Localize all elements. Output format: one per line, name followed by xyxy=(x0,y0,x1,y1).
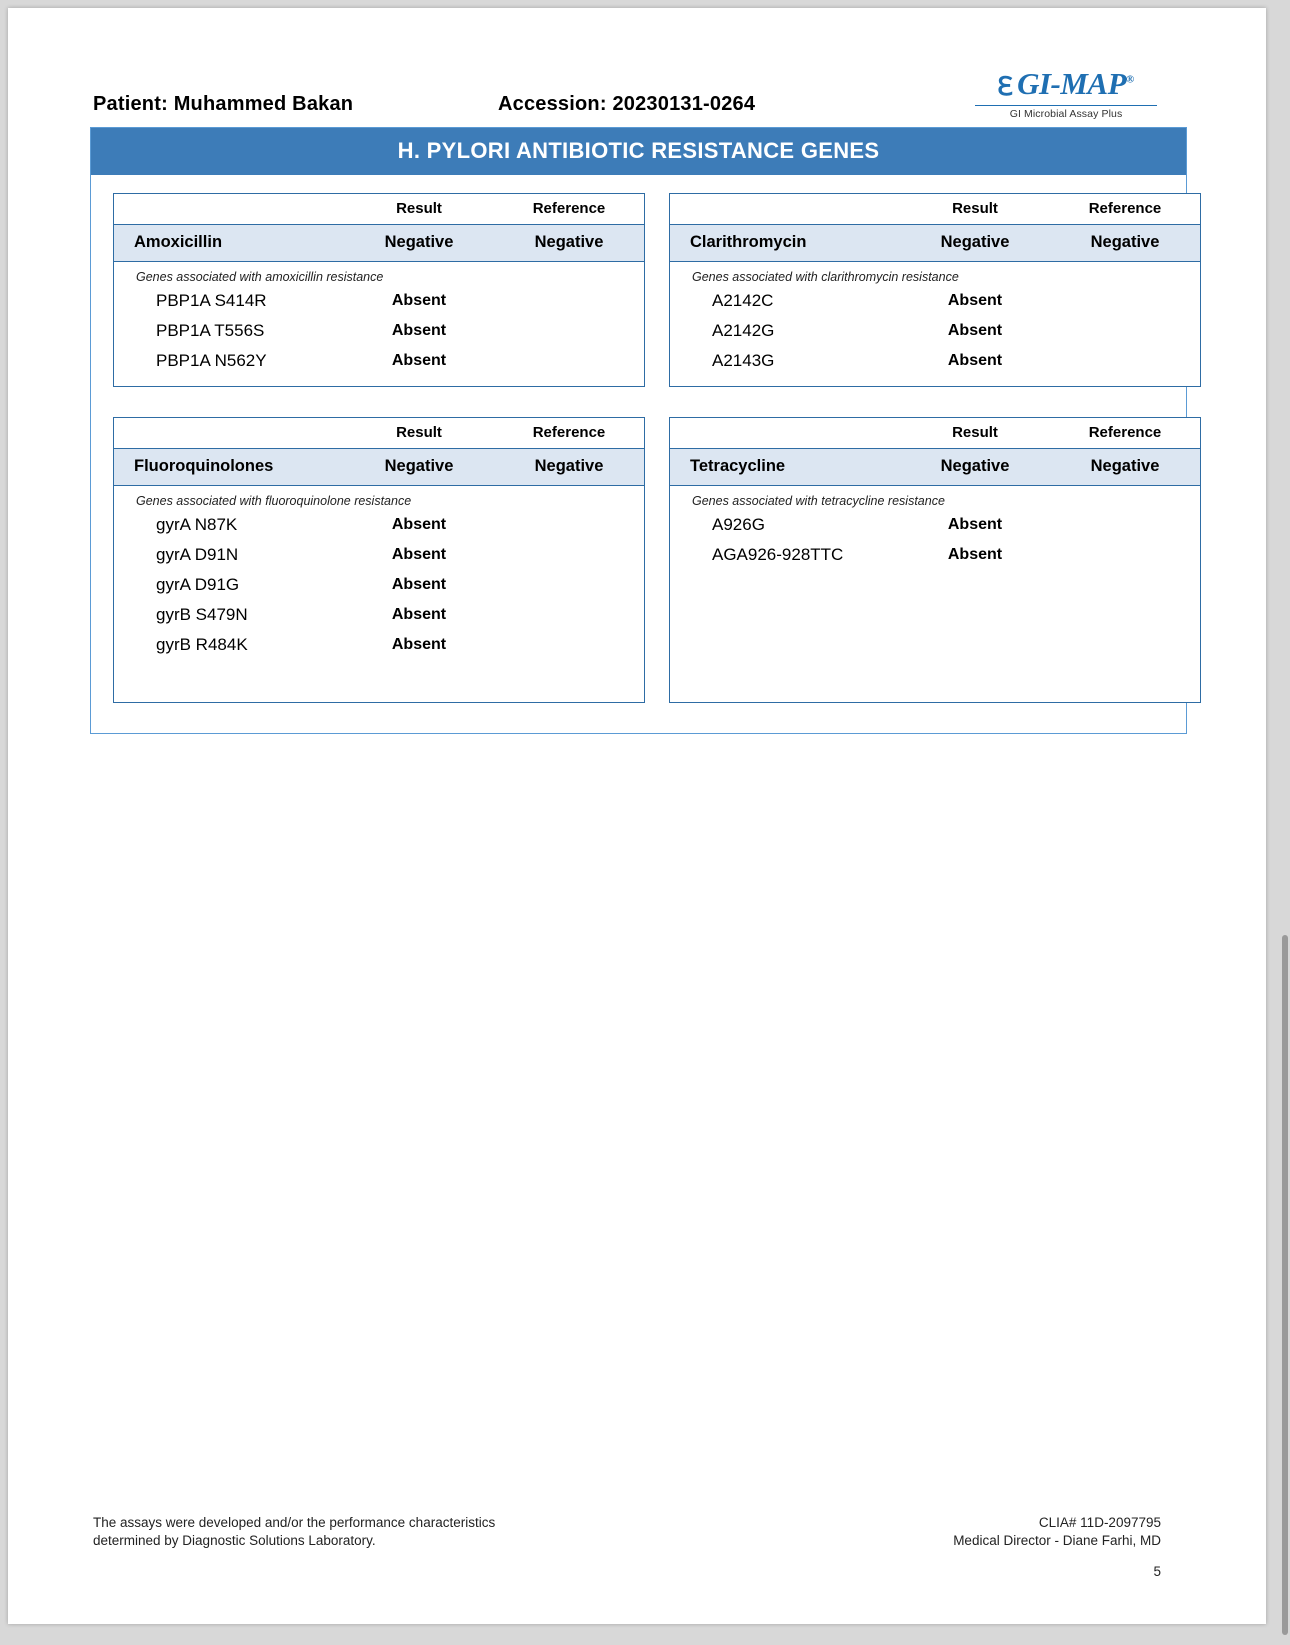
column-header-result: Result xyxy=(952,424,998,441)
column-header-reference: Reference xyxy=(532,200,606,217)
footer-disclaimer-line1: The assays were developed and/or the performance characteristics xyxy=(93,1515,496,1530)
drug-reference: Negative xyxy=(1090,457,1160,475)
clia-number: CLIA# 11D-2097795 xyxy=(1038,1515,1161,1530)
patient-name: Patient: Muhammed Bakan xyxy=(93,93,354,115)
drug-name: Clarithromycin xyxy=(690,233,807,251)
gene-row xyxy=(670,346,1200,376)
gene-name: A2142C xyxy=(712,291,774,310)
gene-row xyxy=(114,630,644,660)
vertical-scrollbar[interactable] xyxy=(1280,0,1290,1645)
column-header-result: Result xyxy=(952,200,998,217)
gene-row xyxy=(670,510,1200,540)
card-body xyxy=(114,262,644,386)
logo-divider xyxy=(975,105,1157,106)
drug-result: Negative xyxy=(384,457,454,475)
gene-row xyxy=(114,286,644,316)
gene-row xyxy=(670,540,1200,570)
drug-reference: Negative xyxy=(534,233,604,251)
gene-group-note: Genes associated with clarithromycin resistance xyxy=(692,270,959,284)
page-header xyxy=(8,8,1266,118)
gene-row xyxy=(114,600,644,630)
drug-summary-row xyxy=(670,225,1200,262)
page-number: 5 xyxy=(1153,1564,1161,1579)
card-header xyxy=(114,418,644,449)
gene-value: Absent xyxy=(947,516,1003,533)
column-header-result: Result xyxy=(396,424,442,441)
gene-value: Absent xyxy=(391,352,447,369)
gene-value: Absent xyxy=(391,292,447,309)
gene-row xyxy=(114,316,644,346)
drug-name: Amoxicillin xyxy=(134,233,223,251)
gene-row xyxy=(670,286,1200,316)
drug-summary-row xyxy=(670,449,1200,486)
footer-lab-info xyxy=(953,1514,1161,1550)
gene-value: Absent xyxy=(391,546,447,563)
card-header xyxy=(114,194,644,225)
gene-group-note: Genes associated with tetracycline resistance xyxy=(692,494,945,508)
gene-value: Absent xyxy=(391,516,447,533)
gene-row xyxy=(114,540,644,570)
drug-reference: Negative xyxy=(534,457,604,475)
medical-director: Medical Director - Diane Farhi, MD xyxy=(953,1533,1161,1549)
column-header-reference: Reference xyxy=(1088,200,1162,217)
report-page xyxy=(8,8,1266,1624)
gene-name: AGA926-928TTC xyxy=(712,545,844,564)
card-header xyxy=(670,418,1200,449)
column-header-reference: Reference xyxy=(1088,424,1162,441)
drug-name: Tetracycline xyxy=(690,457,786,475)
logo-mark-icon: Ɜ xyxy=(998,71,1014,101)
gene-name: gyrB S479N xyxy=(156,605,248,624)
logo-trademark: ® xyxy=(1126,73,1134,86)
antibiotic-card-tetracycline xyxy=(669,417,1201,703)
gene-name: PBP1A S414R xyxy=(156,291,267,310)
antibiotic-card-fluoroquinolones xyxy=(113,417,645,703)
gene-name: A926G xyxy=(712,515,765,534)
panel-title: H. PYLORI ANTIBIOTIC RESISTANCE GENES xyxy=(91,128,1186,175)
logo-subtitle: GI Microbial Assay Plus xyxy=(1009,108,1123,120)
antibiotic-card-amoxicillin xyxy=(113,193,645,387)
gene-name: gyrA D91N xyxy=(156,545,239,564)
gene-row xyxy=(114,570,644,600)
cards-grid xyxy=(91,175,1186,733)
gi-map-logo xyxy=(971,66,1161,120)
card-body xyxy=(670,486,1200,580)
drug-result: Negative xyxy=(384,233,454,251)
gene-name: A2143G xyxy=(712,351,775,370)
gene-value: Absent xyxy=(947,352,1003,369)
drug-summary-row xyxy=(114,449,644,486)
gene-row xyxy=(114,510,644,540)
gene-name: gyrA N87K xyxy=(156,515,238,534)
gene-group-note: Genes associated with fluoroquinolone resistance xyxy=(136,494,412,508)
scrollbar-thumb[interactable] xyxy=(1282,935,1288,1635)
drug-summary-row xyxy=(114,225,644,262)
card-body xyxy=(670,262,1200,386)
logo-title xyxy=(971,66,1161,103)
gene-group-note: Genes associated with amoxicillin resistance xyxy=(136,270,384,284)
footer-disclaimer-line2: determined by Diagnostic Solutions Laboratory. xyxy=(93,1533,376,1549)
drug-result: Negative xyxy=(940,457,1010,475)
drug-reference: Negative xyxy=(1090,233,1160,251)
column-header-reference: Reference xyxy=(532,424,606,441)
gene-name: gyrB R484K xyxy=(156,635,248,654)
card-header xyxy=(670,194,1200,225)
gene-value: Absent xyxy=(947,322,1003,339)
gene-value: Absent xyxy=(391,606,447,623)
gene-name: gyrA D91G xyxy=(156,575,240,594)
drug-result: Negative xyxy=(940,233,1010,251)
gene-value: Absent xyxy=(391,636,447,653)
column-header-result: Result xyxy=(396,200,442,217)
resistance-genes-panel xyxy=(90,127,1187,734)
gene-value: Absent xyxy=(947,546,1003,563)
card-body xyxy=(114,486,644,670)
antibiotic-card-clarithromycin xyxy=(669,193,1201,387)
gene-value: Absent xyxy=(947,292,1003,309)
accession-number: Accession: 20230131-0264 xyxy=(498,93,756,115)
logo-title-text: GI-MAP xyxy=(1017,66,1127,101)
gene-name: PBP1A T556S xyxy=(156,321,265,340)
page-footer xyxy=(8,1514,1266,1584)
gene-value: Absent xyxy=(391,322,447,339)
gene-name: PBP1A N562Y xyxy=(156,351,267,370)
gene-row xyxy=(114,346,644,376)
gene-row xyxy=(670,316,1200,346)
gene-name: A2142G xyxy=(712,321,775,340)
drug-name: Fluoroquinolones xyxy=(134,457,274,475)
gene-value: Absent xyxy=(391,576,447,593)
footer-disclaimer xyxy=(93,1514,495,1550)
